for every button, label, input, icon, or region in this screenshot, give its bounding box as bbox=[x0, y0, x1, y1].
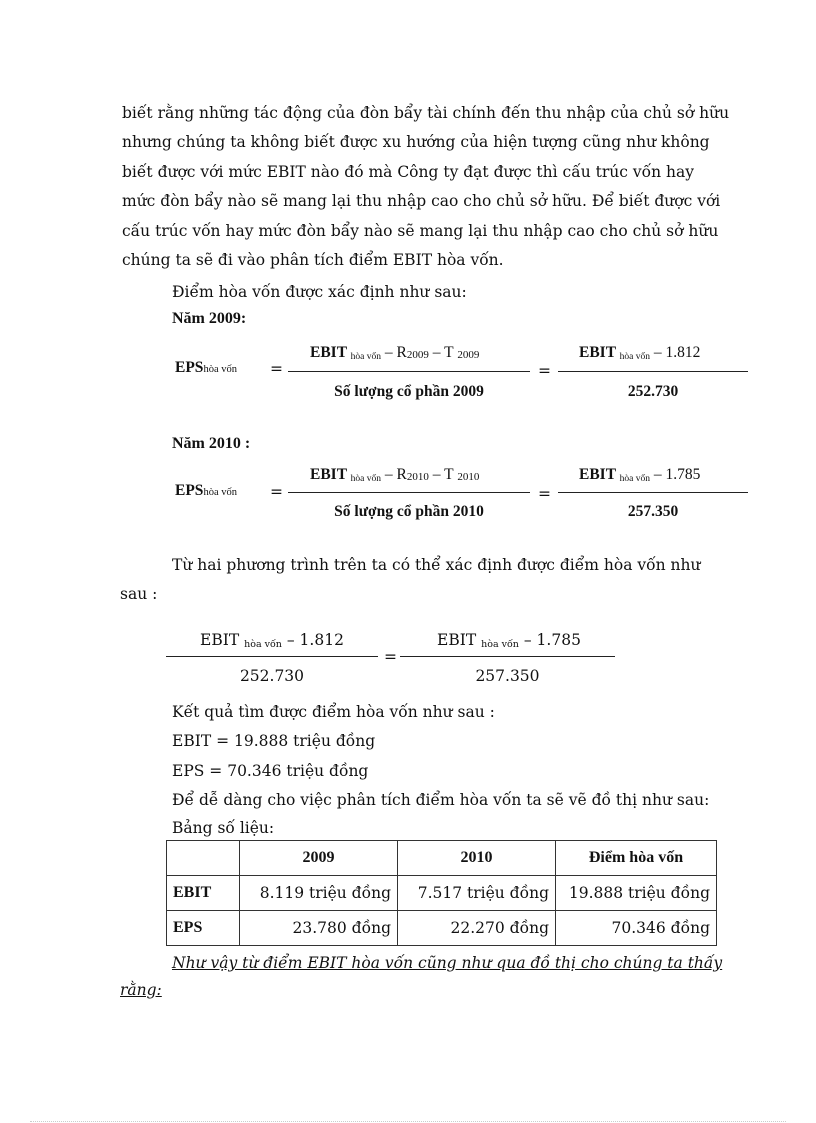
fraction-bar bbox=[558, 492, 748, 493]
t-subscript: 2009 bbox=[457, 349, 480, 361]
combined-left-numerator bbox=[200, 631, 344, 650]
fraction-bar bbox=[288, 492, 530, 493]
ebit-subscript: hòa vốn bbox=[350, 352, 381, 362]
data-table bbox=[166, 840, 717, 946]
combined-right-denominator: 257.350 bbox=[475, 667, 540, 685]
equals-sign: = bbox=[538, 485, 551, 503]
table-cell: 7.517 triệu đồng bbox=[398, 876, 556, 911]
chart-intro: Để dễ dàng cho việc phân tích điểm hòa vốn ta sẽ vẽ đồ thị như sau: bbox=[172, 791, 710, 809]
result-ebit: EBIT = 19.888 triệu đồng bbox=[172, 732, 376, 750]
breakeven-intro: Điểm hòa vốn được xác định như sau: bbox=[172, 283, 467, 301]
combined-right-numerator bbox=[437, 631, 581, 650]
page-bottom-rule bbox=[30, 1121, 786, 1122]
eps-subscript: hòa vốn bbox=[203, 364, 237, 375]
eps-text: EPS bbox=[175, 482, 204, 499]
row-label: EPS bbox=[167, 911, 240, 946]
constant-term: – 1.812 bbox=[653, 344, 701, 361]
conclusion-line: rằng: bbox=[120, 981, 162, 999]
fraction-bar bbox=[558, 371, 748, 372]
fraction-bar bbox=[288, 371, 530, 372]
conclusion-line: Như vậy từ điểm EBIT hòa vốn cũng như qua đồ thị cho chúng ta thấy bbox=[172, 954, 723, 972]
fraction-bar bbox=[400, 656, 615, 657]
formula-2009-right-numerator bbox=[579, 344, 700, 362]
eps-subscript: hòa vốn bbox=[203, 487, 237, 498]
ebit-text: EBIT bbox=[579, 466, 616, 483]
table-header-cell bbox=[167, 841, 240, 876]
constant-term: – 1.785 bbox=[653, 466, 701, 483]
r-term: – R bbox=[384, 466, 407, 483]
formula-2009-denominator: Số lượng cổ phần 2009 bbox=[334, 383, 484, 400]
r-term: – R bbox=[384, 344, 407, 361]
ebit-subscript: hòa vốn bbox=[619, 474, 650, 484]
year-2010-heading: Năm 2010 : bbox=[172, 435, 251, 452]
intro-line: chúng ta sẽ đi vào phân tích điểm EBIT hòa vốn. bbox=[122, 251, 504, 270]
eps-text: EPS bbox=[175, 359, 204, 376]
formula-2010-denominator: Số lượng cổ phần 2010 bbox=[334, 503, 484, 520]
intro-line: biết rằng những tác động của đòn bẩy tài chính đến thu nhập của chủ sở hữu bbox=[122, 104, 730, 122]
year-2009-heading: Năm 2009: bbox=[172, 310, 247, 327]
table-cell: 19.888 triệu đồng bbox=[556, 876, 717, 911]
intro-line: cấu trúc vốn hay mức đòn bẩy nào sẽ mang lại thu nhập cao cho chủ sở hữu bbox=[122, 221, 719, 240]
formula-2010-right-numerator bbox=[579, 466, 700, 484]
table-header-cell: Điểm hòa vốn bbox=[556, 841, 717, 876]
equals-sign: = bbox=[270, 360, 283, 378]
t-term: – T bbox=[432, 344, 454, 361]
r-subscript: 2010 bbox=[406, 471, 429, 483]
table-cell: 22.270 đồng bbox=[398, 911, 556, 946]
table-cell: 70.346 đồng bbox=[556, 911, 717, 946]
table-row bbox=[167, 911, 717, 946]
combine-paragraph bbox=[120, 551, 701, 610]
ebit-text: EBIT bbox=[200, 631, 240, 649]
table-caption: Bảng số liệu: bbox=[172, 819, 275, 837]
ebit-subscript: hòa vốn bbox=[244, 639, 282, 650]
result-intro: Kết quả tìm được điểm hòa vốn như sau : bbox=[172, 703, 495, 721]
ebit-subscript: hòa vốn bbox=[481, 639, 519, 650]
table-header-cell: 2009 bbox=[240, 841, 398, 876]
ebit-text: EBIT bbox=[437, 631, 477, 649]
fraction-bar bbox=[166, 656, 378, 657]
table-cell: 23.780 đồng bbox=[240, 911, 398, 946]
eps-2010-label bbox=[175, 482, 237, 500]
intro-line: mức đòn bẩy nào sẽ mang lại thu nhập cao cho chủ sở hữu. Để biết được với bbox=[122, 192, 721, 211]
formula-2010-right-denominator: 257.350 bbox=[627, 503, 679, 520]
conclusion-paragraph bbox=[120, 950, 723, 1004]
equals-sign: = bbox=[270, 483, 283, 501]
equals-sign: = bbox=[538, 362, 551, 380]
table-header-row bbox=[167, 841, 717, 876]
eps-2009-label bbox=[175, 359, 237, 377]
constant-term: – 1.812 bbox=[286, 631, 344, 649]
t-subscript: 2010 bbox=[457, 471, 480, 483]
constant-term: – 1.785 bbox=[523, 631, 581, 649]
formula-2010-numerator bbox=[310, 466, 479, 484]
equals-sign: = bbox=[384, 648, 397, 666]
combined-left-denominator: 252.730 bbox=[239, 667, 305, 685]
result-eps: EPS = 70.346 triệu đồng bbox=[172, 762, 369, 780]
intro-line: nhưng chúng ta không biết được xu hướng của hiện tượng cũng như không bbox=[122, 133, 710, 152]
formula-2009-right-denominator: 252.730 bbox=[627, 383, 679, 400]
table-cell: 8.119 triệu đồng bbox=[240, 876, 398, 911]
formula-2009-numerator bbox=[310, 344, 479, 362]
row-label: EBIT bbox=[167, 876, 240, 911]
ebit-text: EBIT bbox=[310, 344, 347, 361]
combine-line: Từ hai phương trình trên ta có thể xác định được điểm hòa vốn như bbox=[172, 556, 701, 574]
intro-paragraph bbox=[122, 99, 730, 275]
table-row bbox=[167, 876, 717, 911]
t-term: – T bbox=[432, 466, 454, 483]
intro-line: biết được với mức EBIT nào đó mà Công ty đạt được thì cấu trúc vốn hay bbox=[122, 162, 694, 181]
ebit-subscript: hòa vốn bbox=[619, 352, 650, 362]
ebit-text: EBIT bbox=[310, 466, 347, 483]
combine-line: sau : bbox=[120, 585, 158, 604]
ebit-subscript: hòa vốn bbox=[350, 474, 381, 484]
table-header-cell: 2010 bbox=[398, 841, 556, 876]
ebit-text: EBIT bbox=[579, 344, 616, 361]
r-subscript: 2009 bbox=[406, 349, 429, 361]
